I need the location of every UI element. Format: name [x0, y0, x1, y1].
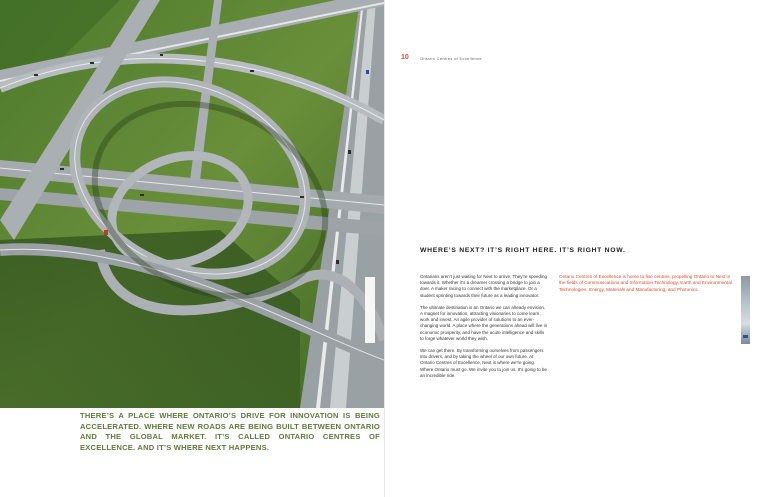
thumbnail-car: [743, 335, 748, 338]
highlight-text: Ontario Centres of Excellence is home to five centres, propelling Ontario to Next in the fields of Communications and Information Technology, Earth and Environmental Technologies, Energy, Materials and Manufacturing, and Photonics.: [559, 274, 732, 292]
thumbnail-photo-strip: [741, 276, 750, 344]
page-headline: WHERE’S NEXT? IT’S RIGHT HERE. IT’S RIGHT NOW.: [420, 247, 626, 254]
page-number: 10: [401, 54, 409, 61]
left-page-caption: THERE’S A PLACE WHERE ONTARIO’S DRIVE FOR INNOVATION IS BEING ACCELERATED. WHERE NEW ROADS ARE BEING BUILT BETWEEN ONTARIO AND THE GLOBAL MARKET. IT’S CALLED ONTARIO CENTRES OF EXCELLENCE. AND IT’S WHERE NEXT HAPPENS.: [80, 411, 380, 452]
running-head: Ontario Centres of Excellence: [420, 56, 482, 61]
aerial-highway-photo: [0, 0, 384, 408]
page-gutter: [384, 0, 385, 497]
photo-white-strip: [365, 277, 375, 343]
body-column: [420, 274, 548, 385]
body-paragraph-2: The ultimate destination is an Ontario we can already envision. A magnet for innovation, attracting visionaries to come learn, work and invest. An agile provider of solutions to an ever-changing world. A place where the generations ahead will live in economic prosperity, and have the acute intelligence and skills to forge whatever world they wish.: [420, 304, 548, 341]
body-paragraph-3: We can get there. By transforming ourselves from passengers into drivers, and by taking the wheel of our own future. At Ontario Centres of Excellence, Next is where we’re going. Where Ontario must go. We invite you to join us. It’s going to be an incredible ride.: [420, 348, 547, 378]
body-paragraph-1: Ontarians aren’t just waiting for Next to arrive. They’re speeding towards it. Whether it’s a dreamer crossing a bridge to join a doer. A maker racing to connect with the marketplace. Or a student sprinting towards their future as a leading innovator.: [420, 274, 547, 298]
